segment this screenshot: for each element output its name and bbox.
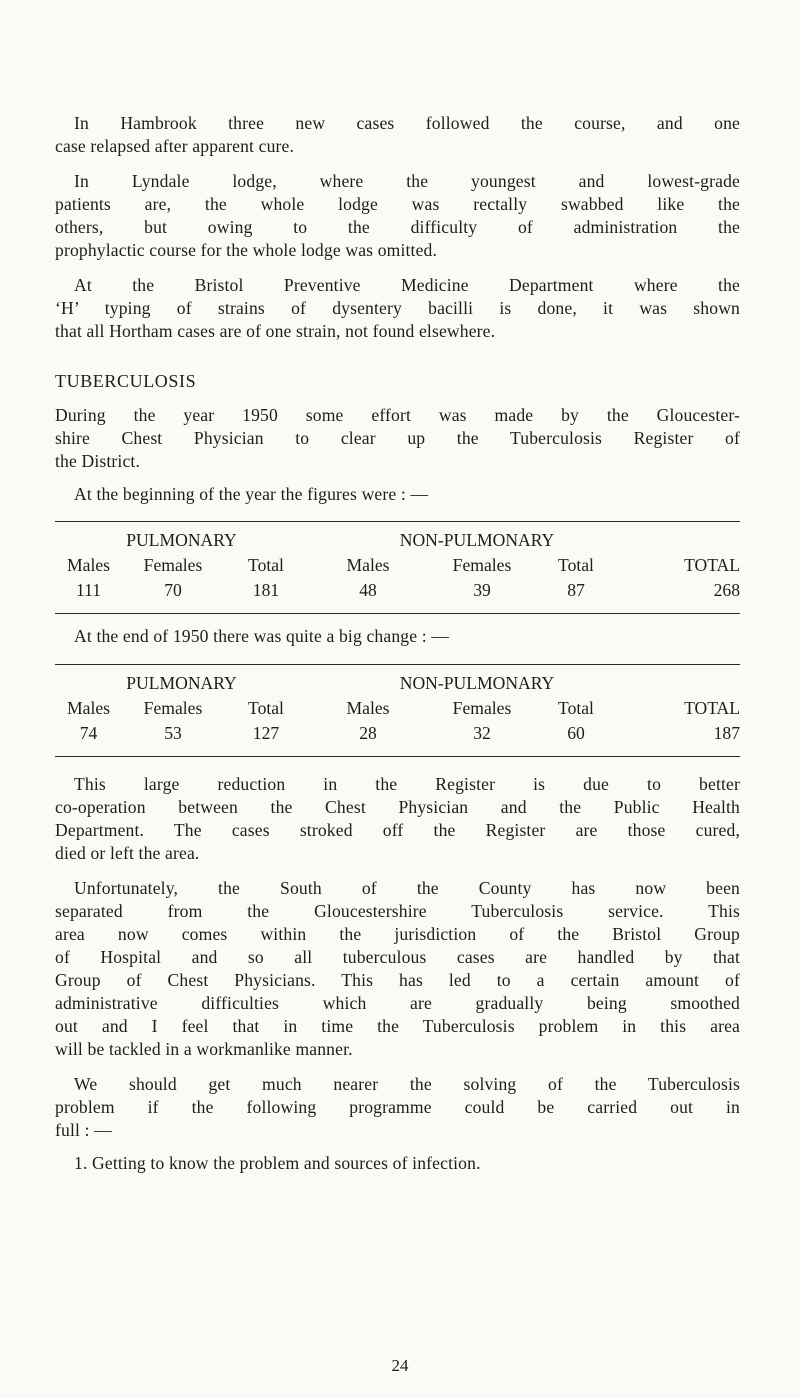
paragraph-reduction <box>55 773 740 865</box>
group-header-spacer <box>616 528 740 553</box>
group-header-spacer <box>616 671 740 696</box>
text-line: This large reduction in the Register is due to better <box>74 774 740 794</box>
text-line: In Lyndale lodge, where the youngest and lowest-grade <box>74 171 740 191</box>
text-line: At the end of 1950 there was quite a big change : — <box>74 626 450 646</box>
table-cell: 32 <box>473 723 491 743</box>
paragraph-unfortunately <box>55 877 740 1061</box>
text-line: In Hambrook three new cases followed the course, and one <box>74 113 740 133</box>
text-line: shire Chest Physician to clear up the Tuberculosis Register of <box>55 428 740 448</box>
paragraph-chest-physician <box>55 404 740 473</box>
table-cell: 39 <box>473 580 491 600</box>
text-line: At the Bristol Preventive Medicine Department where the <box>74 275 740 295</box>
text-line: administrative difficulties which are gradually being smoothed <box>55 993 740 1013</box>
text-line: out and I feel that in time the Tuberculosis problem in this area <box>55 1016 740 1036</box>
column-header: Males <box>346 698 390 718</box>
page-number: 24 <box>391 1356 409 1375</box>
table-cell: 127 <box>252 723 280 743</box>
paragraph-bristol <box>55 274 740 343</box>
table-cell: 53 <box>164 723 182 743</box>
text-line: full : — <box>55 1120 112 1140</box>
text-line: the District. <box>55 451 141 471</box>
section-heading: TUBERCULOSIS <box>55 371 197 391</box>
column-header: Males <box>67 555 110 575</box>
text-line: others, but owing to the difficulty of administration the <box>55 217 740 237</box>
column-header: Total <box>248 555 284 575</box>
text-line: area now comes within the jurisdiction of the Bristol Group <box>55 924 740 944</box>
group-header-pulmonary: PULMONARY <box>126 673 237 693</box>
table-cell: 187 <box>713 723 740 743</box>
paragraph-end-change <box>55 625 740 648</box>
text-line: separated from the Gloucestershire Tuberculosis service. This <box>55 901 740 921</box>
table-rule-bottom <box>55 613 740 614</box>
paragraph-hambrook <box>55 112 740 158</box>
text-line: of Hospital and so all tuberculous cases are handled by that <box>55 947 740 967</box>
group-header-non-pulmonary: NON-PULMONARY <box>399 530 555 550</box>
paragraph-lyndale <box>55 170 740 262</box>
text-line: co-operation between the Chest Physician and the Public Health <box>55 797 740 817</box>
column-header: Females <box>452 555 512 575</box>
paragraph-programme <box>55 1073 740 1142</box>
column-header: Females <box>143 555 203 575</box>
text-line: prophylactic course for the whole lodge was omitted. <box>55 240 438 260</box>
column-header: Total <box>248 698 284 718</box>
text-line: Unfortunately, the South of the County has now been <box>74 878 740 898</box>
group-header-non-pulmonary: NON-PULMONARY <box>399 673 555 693</box>
column-header: Males <box>67 698 110 718</box>
column-header: TOTAL <box>684 555 740 575</box>
text-line: At the beginning of the year the figures were : — <box>74 484 429 504</box>
text-line: Group of Chest Physicians. This has led to a certain amount of <box>55 970 740 990</box>
table-cell: 70 <box>164 580 182 600</box>
text-line: will be tackled in a workmanlike manner. <box>55 1039 353 1059</box>
text-line: problem if the following programme could be carried out in <box>55 1097 740 1117</box>
column-header: Total <box>558 698 594 718</box>
table-cell: 28 <box>359 723 377 743</box>
text-line: We should get much nearer the solving of the Tuberculosis <box>74 1074 740 1094</box>
table-cell: 111 <box>75 580 102 600</box>
column-header: Females <box>143 698 203 718</box>
table-rule-top <box>55 521 740 522</box>
paragraph-beginning <box>55 483 740 506</box>
report-page <box>55 112 740 1175</box>
table-cell: 87 <box>567 580 585 600</box>
text-line: 1. Getting to know the problem and sources of infection. <box>74 1153 481 1173</box>
table-cell: 74 <box>79 723 98 743</box>
table-cell: 60 <box>567 723 585 743</box>
list-item <box>55 1152 740 1175</box>
column-header: Total <box>558 555 594 575</box>
text-line: During the year 1950 some effort was made by the Gloucester- <box>55 405 740 425</box>
group-header-pulmonary: PULMONARY <box>126 530 237 550</box>
text-line: that all Hortham cases are of one strain, not found elsewhere. <box>55 321 496 341</box>
text-line: patients are, the whole lodge was rectally swabbed like the <box>55 194 740 214</box>
figures-table-start <box>55 528 740 603</box>
table-cell: 268 <box>713 580 740 600</box>
text-line: Department. The cases stroked off the Register are those cured, <box>55 820 740 840</box>
text-line: case relapsed after apparent cure. <box>55 136 295 156</box>
table-cell: 181 <box>252 580 280 600</box>
figures-table-end <box>55 671 740 746</box>
table-rule-top <box>55 664 740 665</box>
text-line: died or left the area. <box>55 843 200 863</box>
column-header: Males <box>346 555 390 575</box>
column-header: TOTAL <box>684 698 740 718</box>
table-rule-bottom <box>55 756 740 757</box>
text-line: ‘H’ typing of strains of dysentery bacilli is done, it was shown <box>55 298 740 318</box>
column-header: Females <box>452 698 512 718</box>
table-cell: 48 <box>359 580 377 600</box>
